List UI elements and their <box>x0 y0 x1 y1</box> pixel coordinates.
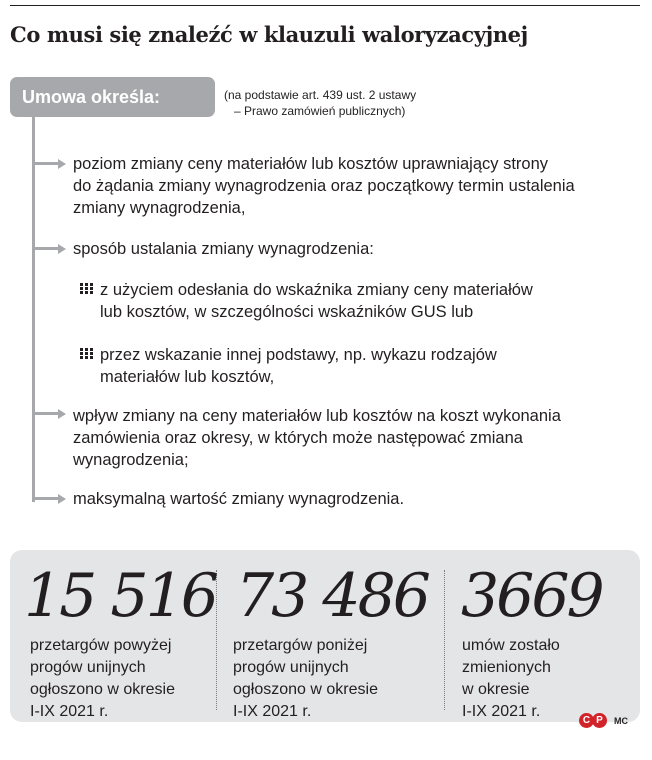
connector-branch <box>32 497 60 500</box>
stat-value-contracts-changed: 3669 <box>461 561 602 631</box>
page-title: Co musi się znaleźć w klauzuli waloryzacyjnej <box>10 22 528 47</box>
legal-source-line-2: – Prawo zamówień publicznych) <box>234 104 406 118</box>
legal-source-line-1: (na podstawie art. 439 ust. 2 ustawy <box>224 88 417 102</box>
arrow-right-icon <box>58 244 66 254</box>
stats-divider <box>444 570 445 710</box>
dot-grid-bullet-icon <box>80 348 94 359</box>
contract-label-pill: Umowa określa: <box>10 77 215 117</box>
sub-list-item: z użyciem odesłania do wskaźnika zmiany ceny materiałów lub kosztów, w szczególności wskaźników GUS lub <box>100 281 533 321</box>
stats-divider <box>216 570 217 710</box>
connector-branch <box>32 247 60 250</box>
author-initials: MC <box>614 716 628 726</box>
stat-label-contracts-changed: umów zostało zmienionych w okresie I-IX 2021 r. <box>462 637 560 720</box>
publisher-logo-c-icon: C <box>579 713 594 728</box>
dot-grid-bullet-icon <box>80 283 94 294</box>
arrow-right-icon <box>58 494 66 504</box>
stat-label-above-eu-threshold: przetargów powyżej progów unijnych ogłoszono w okresie I-IX 2021 r. <box>30 637 175 720</box>
top-rule <box>10 5 640 6</box>
connector-branch <box>32 412 60 415</box>
list-item: maksymalną wartość zmiany wynagrodzenia. <box>73 490 405 508</box>
legal-source-note <box>224 87 416 119</box>
list-item: wpływ zmiany na ceny materiałów lub kosztów na koszt wykonania zamówienia oraz okresy, w których może następować zmiana wynagrodzenia; <box>73 407 561 469</box>
publisher-logo-p-icon: P <box>592 713 607 728</box>
sub-list-item: przez wskazanie innej podstawy, np. wykazu rodzajów materiałów lub kosztów, <box>100 346 497 386</box>
connector-trunk <box>32 116 35 502</box>
stat-value-below-eu-threshold: 73 486 <box>236 561 428 631</box>
arrow-right-icon <box>58 409 66 419</box>
connector-branch <box>32 162 60 165</box>
list-item: poziom zmiany ceny materiałów lub kosztów uprawniający strony do żądania zmiany wynagrodzenia oraz początkowy termin ustalenia zmiany wynagrodzenia, <box>73 155 575 217</box>
stat-label-below-eu-threshold: przetargów poniżej progów unijnych ogłoszono w okresie I-IX 2021 r. <box>233 637 378 720</box>
arrow-right-icon <box>58 159 66 169</box>
stat-value-above-eu-threshold: 15 516 <box>24 561 216 631</box>
list-item: sposób ustalania zmiany wynagrodzenia: <box>73 240 374 258</box>
